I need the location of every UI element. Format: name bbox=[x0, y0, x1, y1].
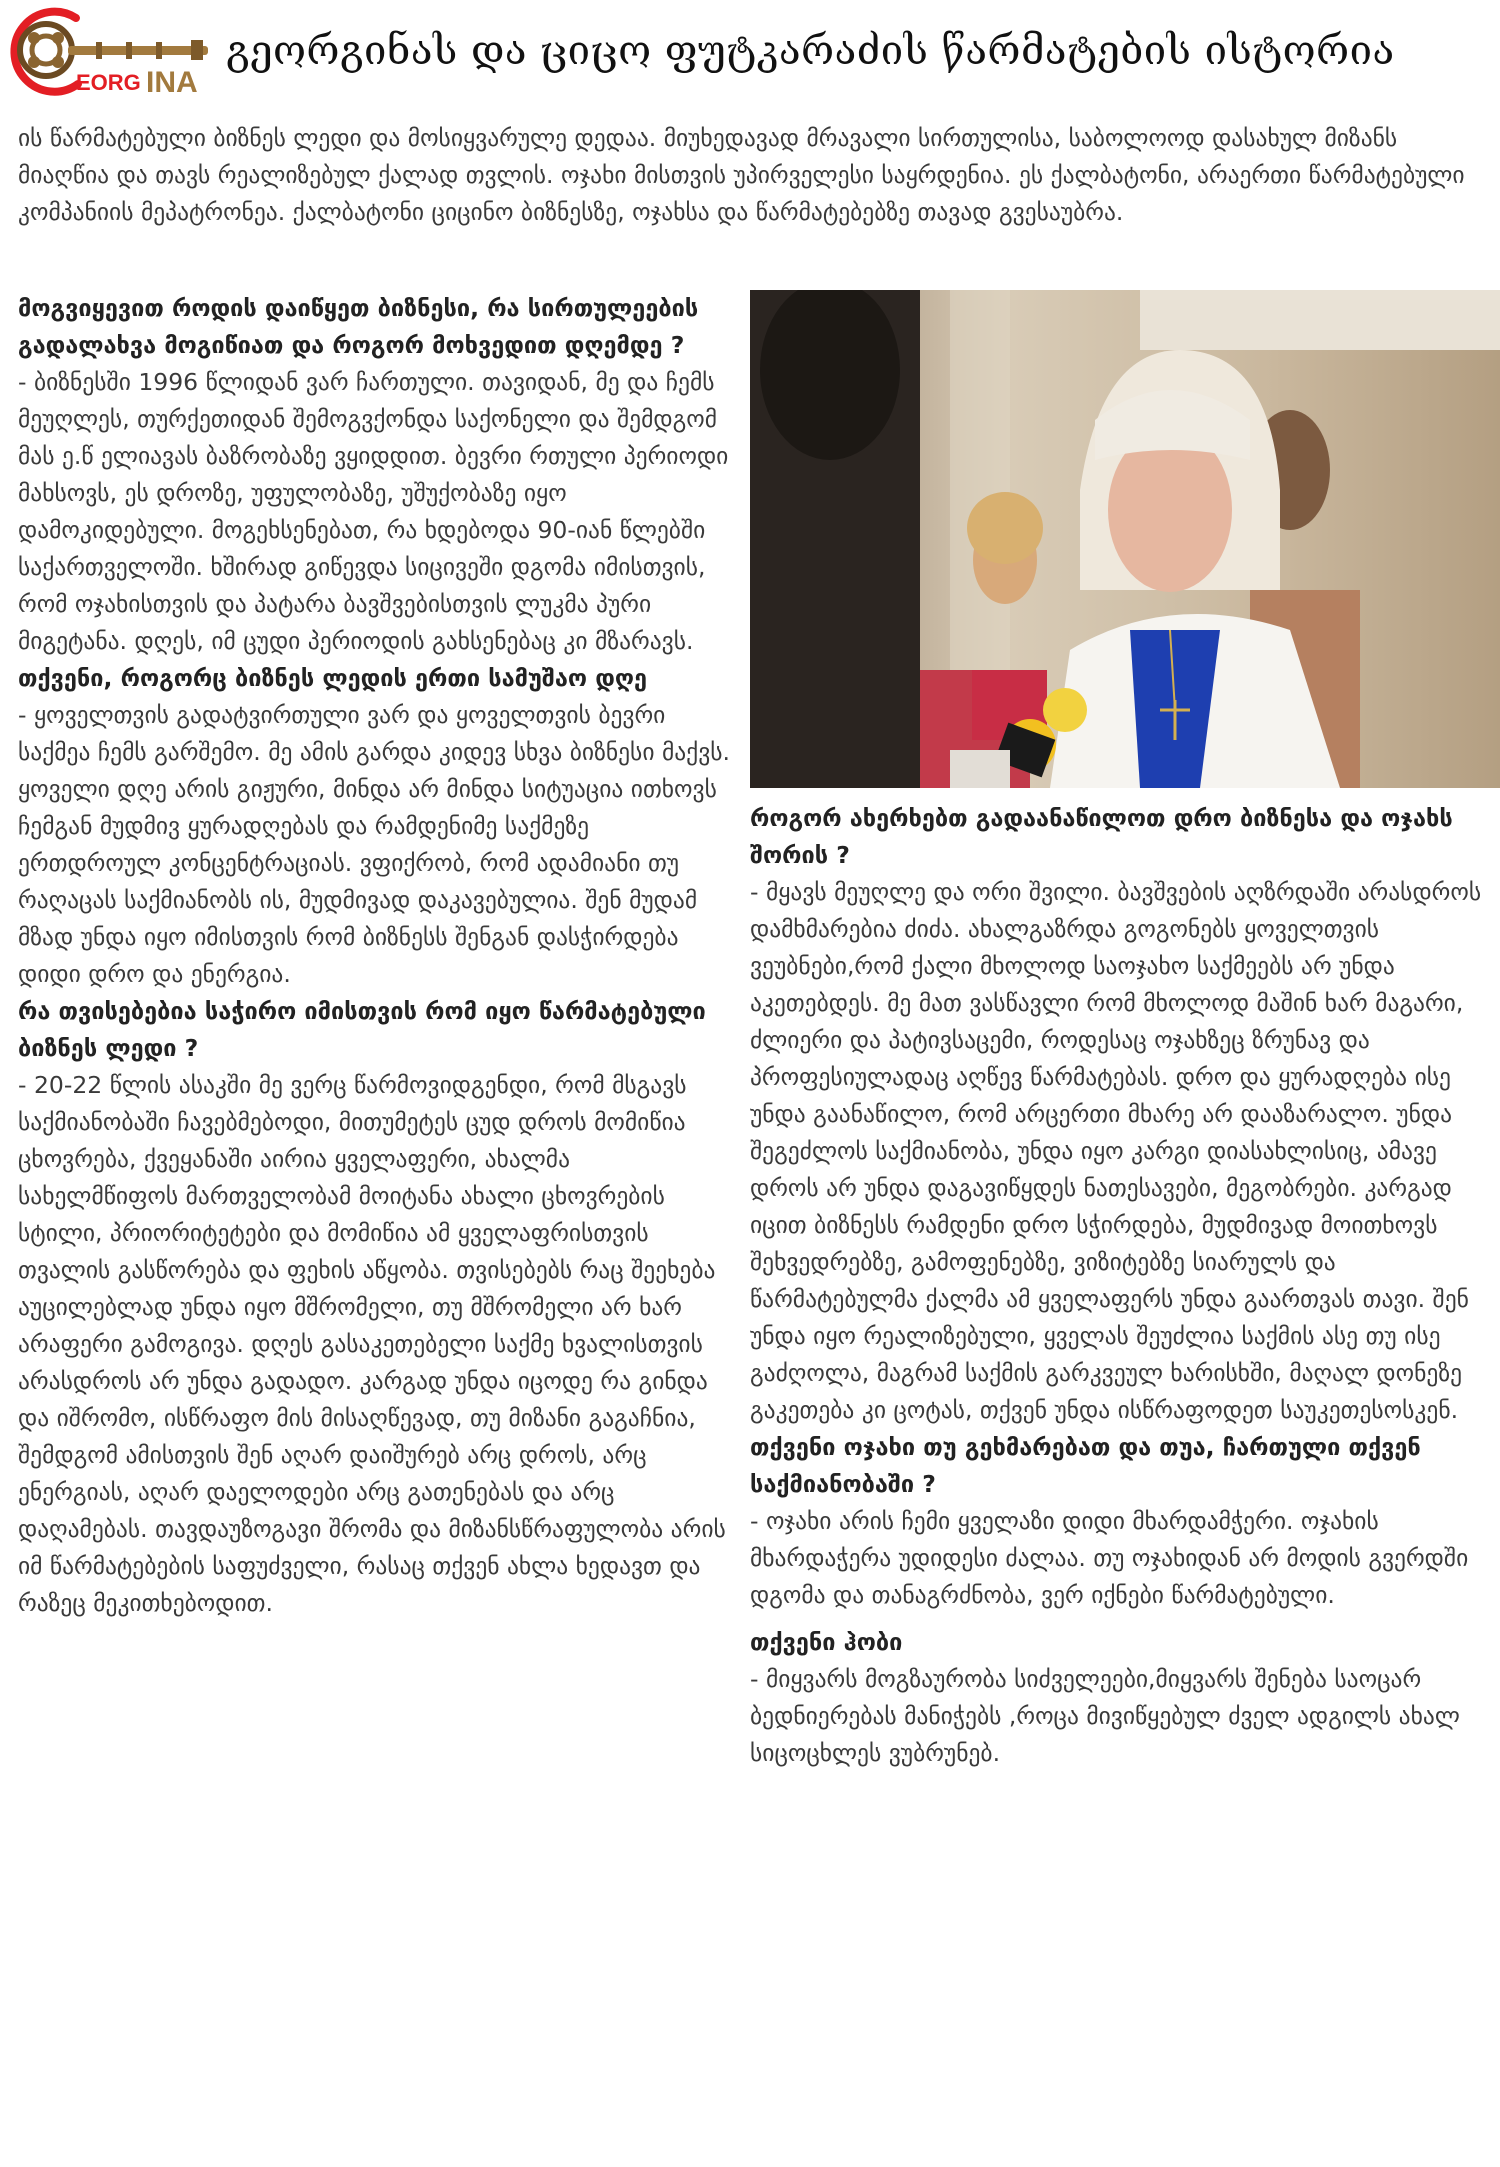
key-logo-icon bbox=[6, 4, 216, 100]
answer-paragraph: - ოჯახი არის ჩემი ყველაზი დიდი მხარდამჭერი. ოჯახის მხარდაჭერა უდიდესი ძალაა. თუ ოჯახიდან არ მოდის გვერდში დგომა და თანაგრძნობა, ვერ იქნები წარმატებული. bbox=[750, 1507, 1469, 1609]
question-heading: თქვენი, როგორც ბიზნეს ლედის ერთი სამუშაო დღე bbox=[18, 664, 648, 692]
answer-paragraph: - მყავს მეუღლე და ორი შვილი. ბავშვების აღზრდაში არასდროს დამხმარებია ძიძა. ახალგაზრდა გოგონებს ყოველთვის ვეუბნები,რომ ქალი მხოლოდ საოჯახო საქმეებს არ უნდა აკეთებდეს. მე მათ ვასწავლი რომ მხოლოდ მაშინ ხარ მაგარი, ძლიერი და პატივსაცემი, როდესაც ოჯახზეც ზრუნავ და პროფესიულადაც აღწევ წარმატებას. დრო და ყურადღება ისე უნდა გაანაწილო, რომ არცერთი მხარე არ დააზარალო. უნდა შეგეძლოს საქმიანობა, უნდა იყო კარგი დიასახლისიც, ამავე დროს არ უნდა დაგავიწყდეს ნათესავები, მეგობრები. კარგად იცით ბიზნესს რამდენი დრო სჭირდება, მუდმივად მოითხოვს შეხვედრებზე, გამოფენებზე, ვიზიტებზე სიარულს და წარმატებულმა ქალმა ამ ყველაფერს უნდა გაართვას თავი. შენ უნდა იყო რეალიზებული, ყველას შეუძლია საქმის ასე თუ ისე გაძღოლა, მაგრამ საქმის გარკვეულ ხარისხში, მაღალ დონეზე გაკეთება კი ცოტას, თქვენ უნდა ისწრაფოდეთ საუკეთესოსკენ. bbox=[750, 878, 1482, 1424]
question-heading: თქვენი ოჯახი თუ გეხმარებათ და თუა, ჩართული თქვენ საქმიანობაში ? bbox=[750, 1433, 1421, 1498]
question-heading: თქვენი ჰობი bbox=[750, 1628, 903, 1656]
question-heading: მოგვიყევით როდის დაიწყეთ ბიზნესი, რა სირთულეების გადალახვა მოგიწიათ და როგორ მოხვედით დღემდე ? bbox=[18, 294, 699, 359]
page-title: გეორგინას და ციცო ფუტკარაძის წარმატების ისტორია bbox=[226, 28, 1395, 74]
left-column bbox=[18, 290, 730, 1622]
question-heading: რა თვისებებია საჭირო იმისთვის რომ იყო წარმატებული ბიზნეს ლედი ? bbox=[18, 997, 706, 1062]
photo-illustration bbox=[750, 290, 1500, 788]
answer-paragraph: - ყოველთვის გადატვირთული ვარ და ყოველთვის ბევრი საქმეა ჩემს გარშემო. მე ამის გარდა კიდევ სხვა ბიზნესი მაქვს. ყოველი დღე არის გიჟური, მინდა არ მინდა სიტუაცია ითხოვს ჩემგან მუდმივ ყურადღებას და რამდენიმე საქმეზე ერთდროულ კონცენტრაციას. ვფიქრობ, რომ ადამიანი თუ რაღაცას საქმიანობს ის, მუდმივად დაკავებულია. შენ მუდამ მზად უნდა იყო იმისთვის რომ ბიზნესს შენგან დასჭირდება დიდი დრო და ენერგია. bbox=[18, 701, 731, 988]
intro-text: ის წარმატებული ბიზნეს ლედი და მოსიყვარულე დედაა. მიუხედავად მრავალი სირთულისა, საბოლოოდ დასახულ მიზანს მიაღწია და თავს რეალიზებულ ქალად თვლის. ოჯახი მისთვის უპირველესი საყრდენია. ეს ქალბატონი, არაერთი წარმატებული კომპანიის მეპატრონეა. ქალბატონი ციცინო ბიზნესზე, ოჯახსა და წარმატებებზე თავად გვესაუბრა. bbox=[18, 124, 1465, 226]
answer-paragraph: - მიყვარს მოგზაურობა სიძველეები,მიყვარს შენება საოცარ ბედნიერებას მანიჭებს ,როცა მივიწყებულ ძველ ადგილს ახალ სიცოცხლეს ვუბრუნებ. bbox=[750, 1665, 1460, 1767]
right-column bbox=[750, 800, 1485, 1772]
answer-paragraph: - ბიზნესში 1996 წლიდან ვარ ჩართული. თავიდან, მე და ჩემს მეუღლეს, თურქეთიდან შემოგვქონდა საქონელი და შემდგომ მას ე.წ ელიავას ბაზრობაზე ვყიდდით. ბევრი რთული პერიოდი მახსოვს, ეს დროზე, უფულობაზე, უშუქობაზე იყო დამოკიდებული. მოგეხსენებათ, რა ხდებოდა 90-იან წლებში საქართველოში. ხშირად გიწევდა სიცივეში დგომა იმისთვის, რომ ოჯახისთვის და პატარა ბავშვებისთვის ლუკმა პური მიგეტანა. დღეს, იმ ცუდი პერიოდის გახსენებაც კი მზარავს. bbox=[18, 368, 729, 655]
georgina-logo bbox=[6, 4, 216, 100]
answer-paragraph: - 20-22 წლის ასაკში მე ვერც წარმოვიდგენდი, რომ მსგავს საქმიანობაში ჩავებმებოდი, მითუმეტეს ცუდ დროს მომიწია ცხოვრება, ქვეყანაში აირია ყველაფერი, ახალმა სახელმწიფოს მართველობამ მოიტანა ახალი ცხოვრების სტილი, პრიორიტეტები და მომიწია ამ ყველაფრისთვის თვალის გასწორება და ფეხის აწყობა. თვისებებს რაც შეეხება აუცილებლად უნდა იყო მშრომელი, თუ მშრომელი არ ხარ არაფერი გამოგივა. დღეს გასაკეთებელი საქმე ხვალისთვის არასდროს არ უნდა გადადო. კარგად უნდა იცოდე რა გინდა და იშრომო, ისწრაფო მის მისაღწევად, თუ მიზანი გაგაჩნია, შემდგომ ამისთვის შენ აღარ დაიშურებ არც დროს, არც ენერგიას, აღარ დაელოდები არც გათენებას და არც დაღამებას. თავდაუზოგავი შრომა და მიზანსწრაფულობა არის იმ წარმატებების საფუძველი, რასაც თქვენ ახლა ხედავთ და რაზეც მეკითხებოდით. bbox=[18, 1071, 726, 1617]
intro-paragraph bbox=[18, 120, 1483, 231]
logo-text-eorg: EORG bbox=[76, 70, 141, 95]
question-heading: როგორ ახერხებთ გადაანაწილოთ დრო ბიზნესა და ოჯახს შორის ? bbox=[750, 804, 1453, 869]
logo-text-ina: INA bbox=[146, 66, 198, 99]
article-header bbox=[0, 0, 1500, 110]
interview-photo bbox=[750, 290, 1500, 788]
